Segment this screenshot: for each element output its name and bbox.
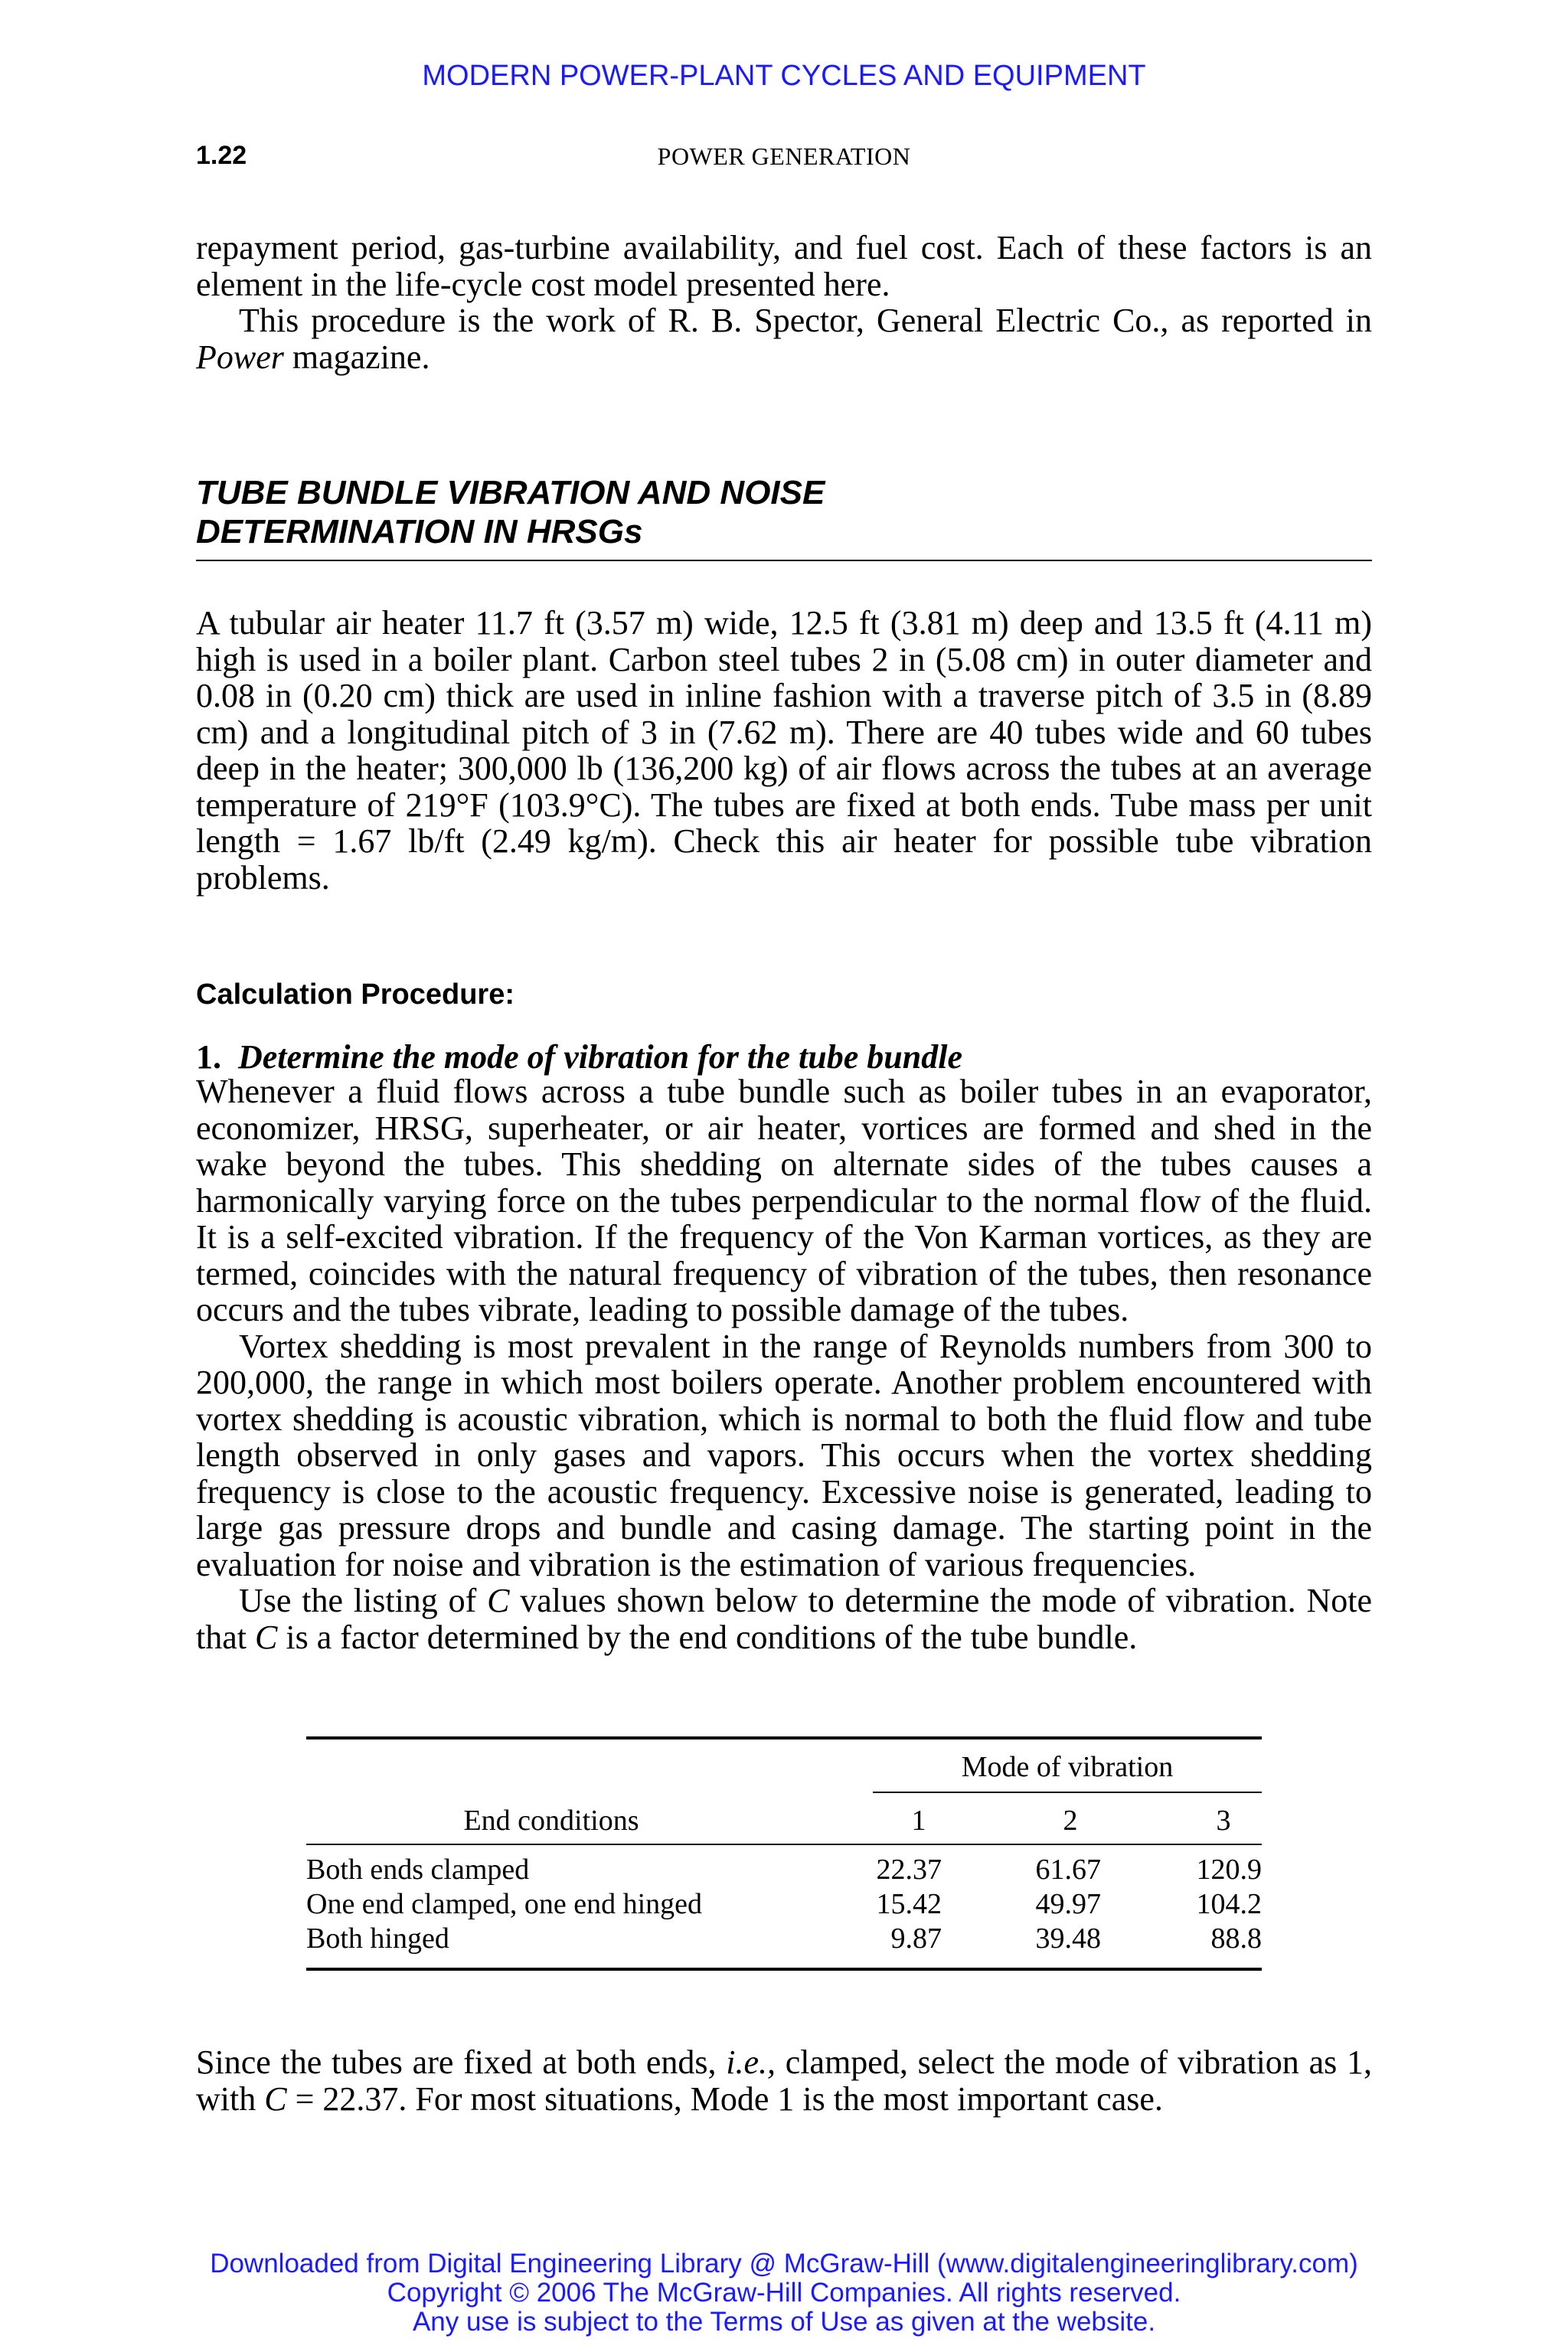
table-bottom-rule	[306, 1968, 1262, 1971]
c-symbol: C	[264, 2079, 287, 2118]
intro-paragraph-2-end: magazine.	[283, 338, 430, 376]
table-cell: 88.8	[1210, 1922, 1262, 1955]
table-header-mode-2: 2	[1063, 1805, 1078, 1837]
c-symbol: C	[487, 1582, 510, 1619]
footer-terms[interactable]: Any use is subject to the Terms of Use as given at the website.	[412, 2307, 1156, 2337]
step-1-number: 1.	[196, 1038, 221, 1076]
procedure-paragraph-3	[196, 1583, 1372, 1655]
table-group-header: Mode of vibration	[961, 1751, 1174, 1783]
table-header-end-conditions: End conditions	[463, 1805, 639, 1837]
section-title-rule	[196, 560, 1372, 561]
power-magazine-title: Power	[196, 338, 284, 376]
problem-statement	[196, 605, 1372, 896]
table-row-label: Both hinged	[306, 1922, 449, 1955]
step-1-heading	[196, 1037, 962, 1076]
top-banner-link[interactable]: MODERN POWER-PLANT CYCLES AND EQUIPMENT	[422, 60, 1146, 92]
footer-download-link[interactable]: Downloaded from Digital Engineering Library @ McGraw-Hill (www.digitalengineeringlibrary.com)	[210, 2249, 1358, 2278]
running-head: POWER GENERATION	[657, 142, 911, 170]
conclusion-text	[196, 2044, 1372, 2117]
table-cell: 61.67	[1035, 1854, 1101, 1886]
c-symbol: C	[254, 1618, 278, 1656]
table-header-mode-3: 3	[1216, 1805, 1231, 1837]
ie-abbrev: i.e.,	[726, 2043, 776, 2081]
intro-paragraph-1: repayment period, gas-turbine availability, and fuel cost. Each of these factors is an element in the life-cycle cost model presented here.	[196, 229, 1372, 303]
table-cell: 39.48	[1035, 1922, 1101, 1955]
step-1-title: Determine the mode of vibration for the tube bundle	[238, 1038, 962, 1076]
table-cell: 104.2	[1196, 1888, 1262, 1920]
table-group-rule	[873, 1792, 1262, 1793]
procedure-paragraph-3-b: values shown below to determine the mode of vibration. Note that	[196, 1582, 1372, 1656]
table-cell: 22.37	[876, 1854, 942, 1886]
conclusion-paragraph	[196, 2044, 1372, 2117]
procedure-paragraph-3-a: Use the listing of	[239, 1582, 488, 1619]
table-row-label: One end clamped, one end hinged	[306, 1888, 703, 1920]
procedure-paragraph-1: Whenever a fluid flows across a tube bundle such as boiler tubes in an evaporator, economizer, HRSG, superheater, or air heater, vortices are formed and shed in the wake beyond the tubes. This shedding on alternate sides of the tubes causes a harmonically varying force on the tubes perpendicular to the normal flow of the fluid. It is a self-excited vibration. If the frequency of the Von Karman vortices, as they are termed, coincides with the natural frequency of vibration of the tubes, then resonance occurs and the tubes vibrate, leading to possible damage of the tubes.	[196, 1073, 1372, 1328]
table-cell: 49.97	[1035, 1888, 1101, 1920]
conclusion-d: = 22.37. For most situations, Mode 1 is the most important case.	[286, 2079, 1163, 2118]
conclusion-b: clamped, select the mode of vibration as 1, with	[196, 2043, 1372, 2118]
footer-copyright: Copyright © 2006 The McGraw-Hill Companies. All rights reserved.	[387, 2278, 1181, 2308]
intro-paragraph-2	[196, 302, 1372, 375]
table-row-label: Both ends clamped	[306, 1854, 530, 1886]
table-header-mode-1: 1	[911, 1805, 926, 1837]
table-cell: 15.42	[876, 1888, 942, 1920]
table-header-rule	[306, 1844, 1262, 1845]
intro-paragraph-2-text: This procedure is the work of R. B. Spector, General Electric Co., as reported in	[239, 302, 1372, 339]
procedure-paragraph-2: Vortex shedding is most prevalent in the range of Reynolds numbers from 300 to 200,000, the range in which most boilers operate. Another problem encountered with vortex shedding is acoustic vibration, which is normal to both the fluid flow and tube length observed in only gases and vapors. This occurs when the vortex shedding frequency is close to the acoustic frequency. Excessive noise is generated, leading to large gas pressure drops and bundle and casing damage. The starting point in the evaluation for noise and vibration is the estimation of various frequencies.	[196, 1327, 1372, 1583]
table-cell: 120.9	[1196, 1854, 1262, 1886]
section-title-line-2: DETERMINATION IN HRSGs	[196, 513, 643, 550]
section-title-line-1: TUBE BUNDLE VIBRATION AND NOISE	[196, 474, 825, 511]
procedure-paragraph-3-c: is a factor determined by the end conditions of the tube bundle.	[277, 1618, 1138, 1656]
table-cell: 9.87	[890, 1922, 942, 1955]
calculation-procedure-heading: Calculation Procedure:	[196, 978, 514, 1011]
table-top-rule	[306, 1736, 1262, 1740]
conclusion-a: Since the tubes are fixed at both ends,	[196, 2043, 727, 2081]
intro-text	[196, 230, 1372, 375]
procedure-text	[196, 1073, 1372, 1655]
page-number: 1.22	[196, 141, 247, 170]
section-title	[196, 473, 1372, 551]
problem-paragraph: A tubular air heater 11.7 ft (3.57 m) wide, 12.5 ft (3.81 m) deep and 13.5 ft (4.11 m) high is used in a boiler plant. Carbon steel tubes 2 in (5.08 cm) in outer diameter and 0.08 in (0.20 cm) thick are used in inline fashion with a traverse pitch of 3.5 in (8.89 cm) and a longitudinal pitch of 3 in (7.62 m). There are 40 tubes wide and 60 tubes deep in the heater; 300,000 lb (136,200 kg) of air flows across the tubes at an average temperature of 219°F (103.9°C). The tubes are fixed at both ends. Tube mass per unit length = 1.67 lb/ft (2.49 kg/m). Check this air heater for possible tube vibration problems.	[196, 604, 1372, 897]
